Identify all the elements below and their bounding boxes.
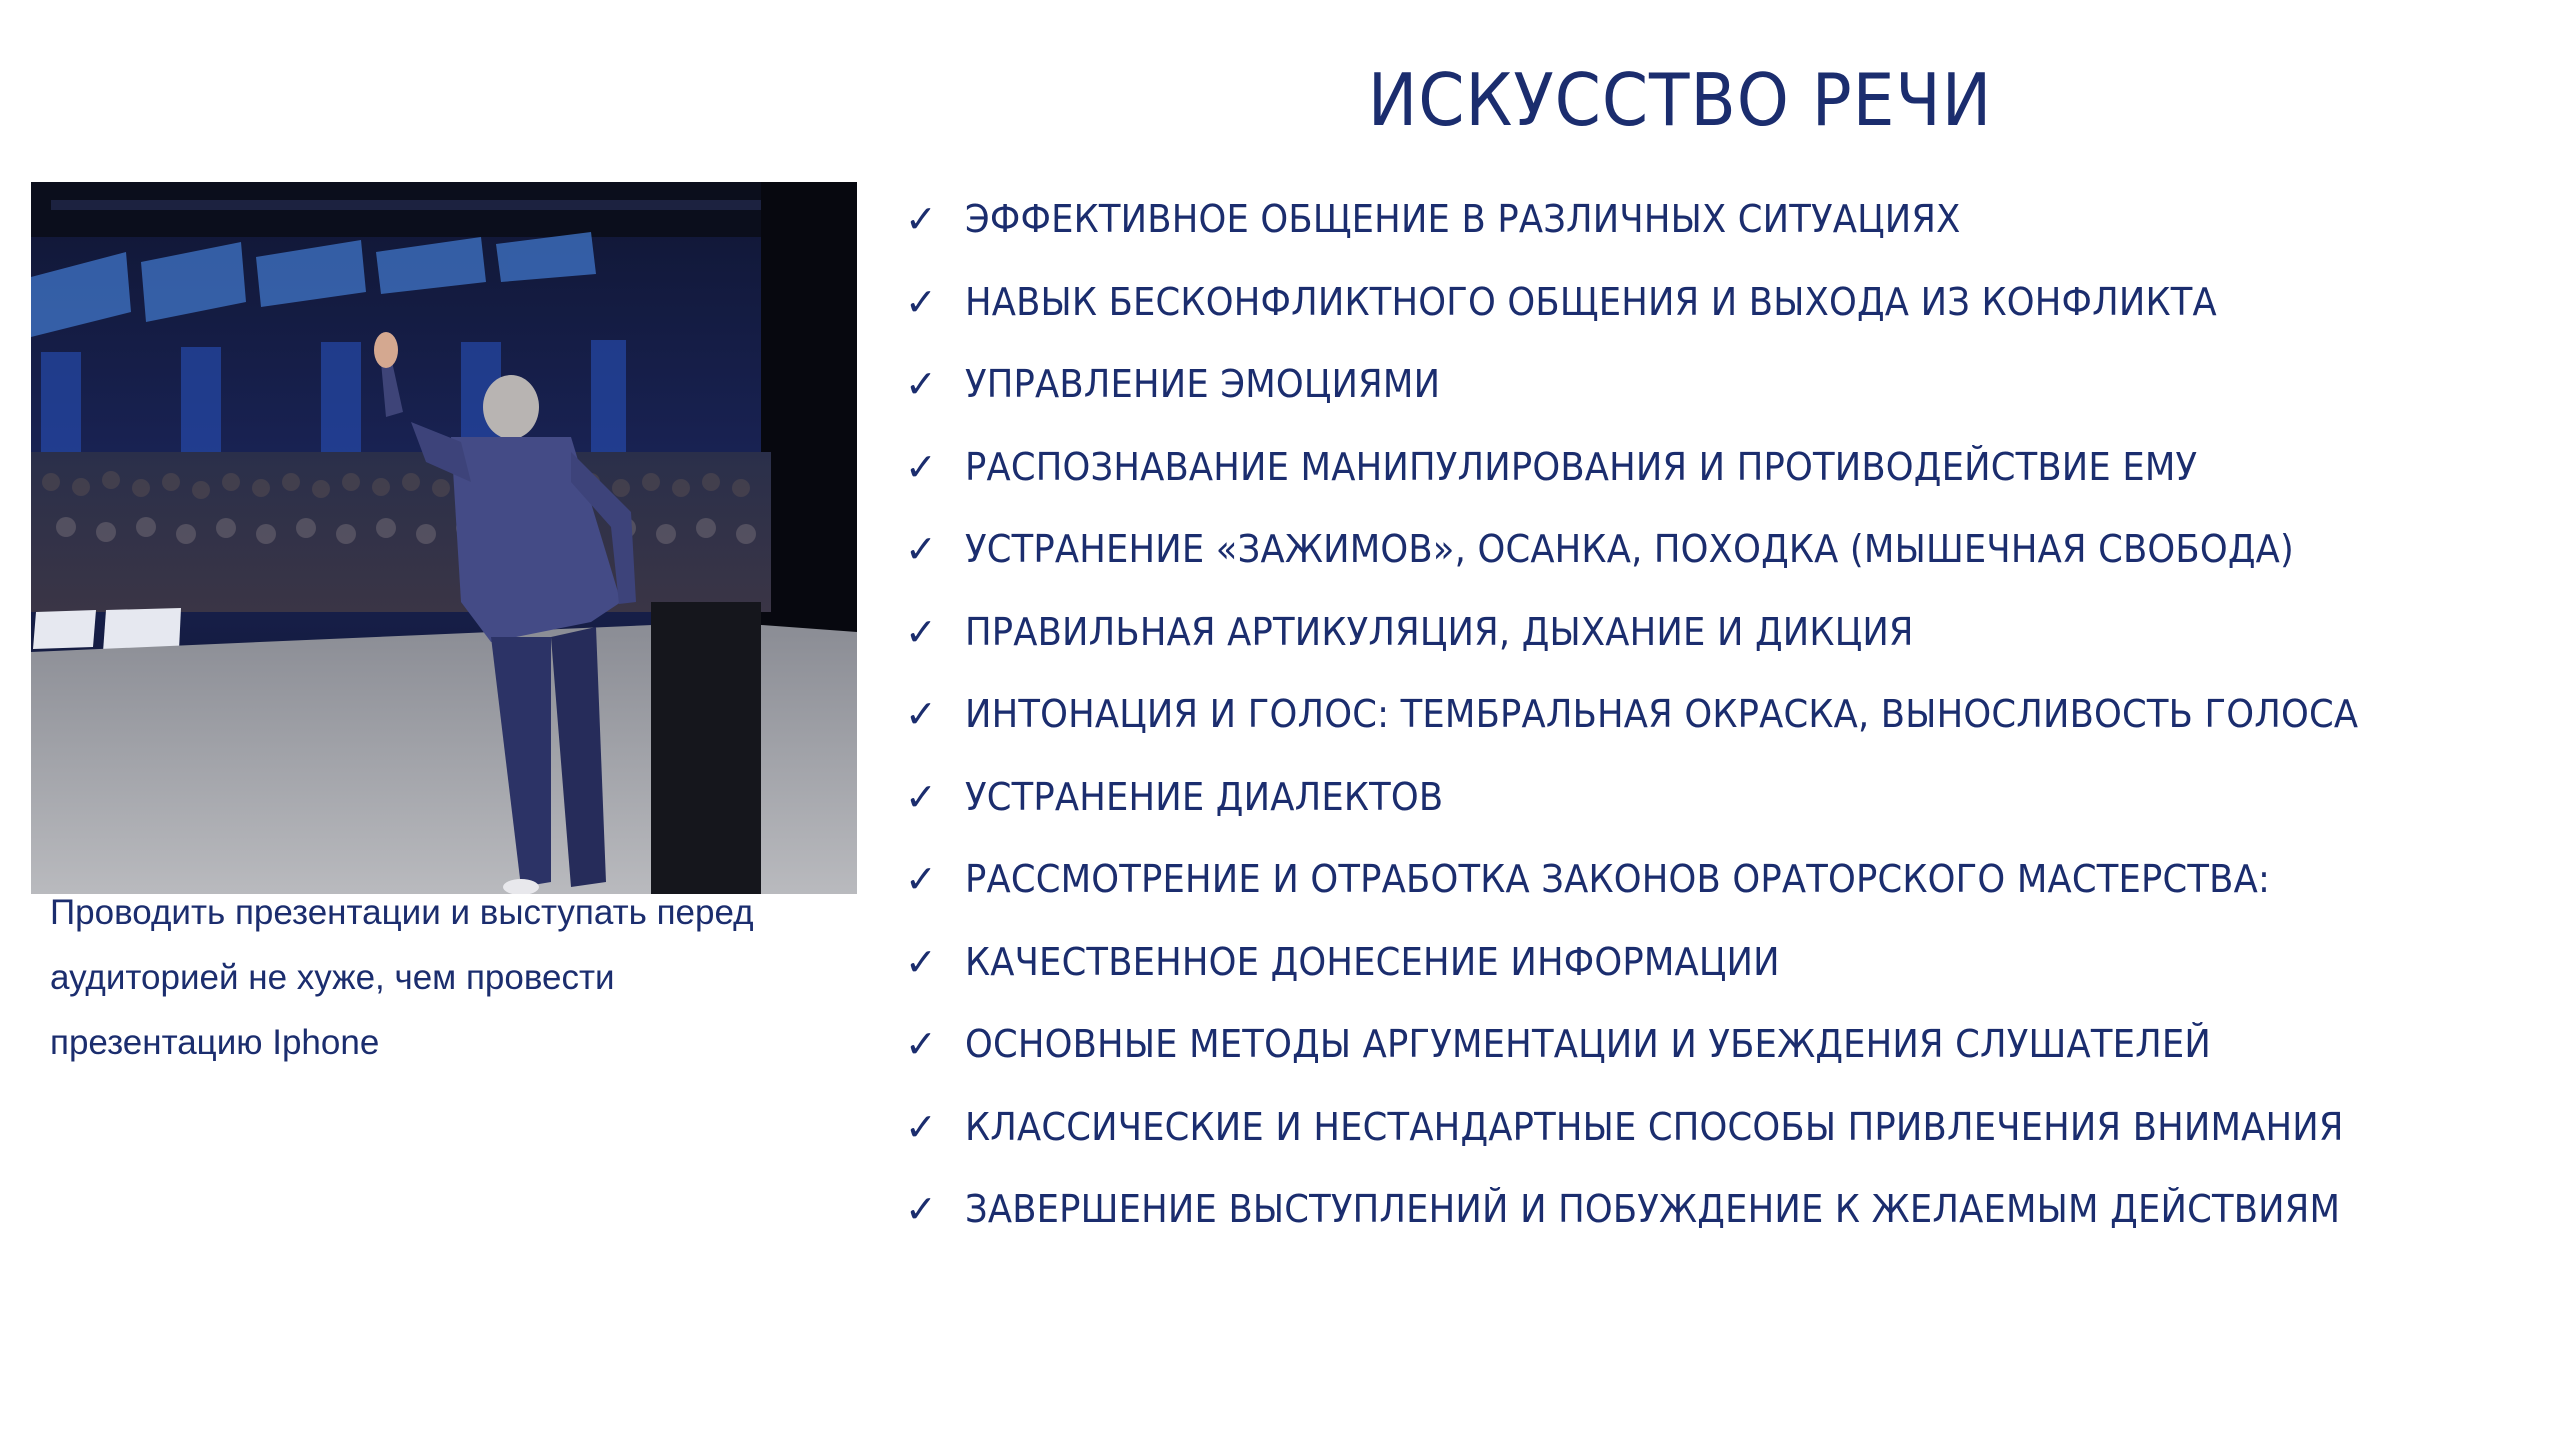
- checkmark-icon: ✓: [905, 1022, 937, 1067]
- list-item: [905, 426, 2525, 509]
- bullet-text: НАВЫК БЕСКОНФЛИКТНОГО ОБЩЕНИЯ И ВЫХОДА ИЗ КОНФЛИКТА: [965, 279, 2217, 324]
- checkmark-icon: ✓: [905, 1187, 937, 1232]
- list-item: [905, 508, 2525, 591]
- list-item: [905, 1168, 2525, 1251]
- bullet-text: УСТРАНЕНИЕ ДИАЛЕКТОВ: [965, 774, 1444, 819]
- bullet-text: ЗАВЕРШЕНИЕ ВЫСТУПЛЕНИЙ И ПОБУЖДЕНИЕ К ЖЕЛАЕМЫМ ДЕЙСТВИЯМ: [965, 1187, 2341, 1232]
- bullet-text: КАЧЕСТВЕННОЕ ДОНЕСЕНИЕ ИНФОРМАЦИИ: [965, 939, 1780, 984]
- list-item: [905, 838, 2525, 921]
- checkmark-icon: ✓: [905, 857, 937, 902]
- speaker-photo: [31, 182, 857, 894]
- list-item: [905, 178, 2525, 261]
- list-item: [905, 673, 2525, 756]
- bullet-text: ЭФФЕКТИВНОЕ ОБЩЕНИЕ В РАЗЛИЧНЫХ СИТУАЦИЯХ: [965, 197, 1961, 242]
- caption-line: Проводить презентации и выступать перед: [50, 893, 754, 932]
- list-item: [905, 756, 2525, 839]
- bullet-text: УСТРАНЕНИЕ «ЗАЖИМОВ», ОСАНКА, ПОХОДКА (МЫШЕЧНАЯ СВОБОДА): [965, 527, 2294, 572]
- checkmark-icon: ✓: [905, 444, 937, 489]
- bullet-text: РАСПОЗНАВАНИЕ МАНИПУЛИРОВАНИЯ И ПРОТИВОДЕЙСТВИЕ ЕМУ: [965, 444, 2198, 489]
- bullet-text: УПРАВЛЕНИЕ ЭМОЦИЯМИ: [965, 362, 1441, 407]
- slide-title: ИСКУССТВО РЕЧИ: [1367, 58, 1993, 142]
- list-item: [905, 1003, 2525, 1086]
- checkmark-icon: ✓: [905, 609, 937, 654]
- checkmark-icon: ✓: [905, 197, 937, 242]
- bullet-text: РАССМОТРЕНИЕ И ОТРАБОТКА ЗАКОНОВ ОРАТОРСКОГО МАСТЕРСТВА:: [965, 857, 2271, 902]
- photo-caption: [50, 880, 880, 1075]
- checkmark-icon: ✓: [905, 774, 937, 819]
- checkmark-icon: ✓: [905, 362, 937, 407]
- bullet-text: ИНТОНАЦИЯ И ГОЛОС: ТЕМБРАЛЬНАЯ ОКРАСКА, ВЫНОСЛИВОСТЬ ГОЛОСА: [965, 692, 2359, 737]
- bullet-list: [905, 178, 2525, 1251]
- caption-line: презентацию Iphone: [50, 1023, 380, 1062]
- bullet-text: ОСНОВНЫЕ МЕТОДЫ АРГУМЕНТАЦИИ И УБЕЖДЕНИЯ СЛУШАТЕЛЕЙ: [965, 1022, 2212, 1067]
- checkmark-icon: ✓: [905, 1104, 937, 1149]
- checkmark-icon: ✓: [905, 692, 937, 737]
- list-item: [905, 261, 2525, 344]
- caption-line: аудиторией не хуже, чем провести: [50, 958, 615, 997]
- list-item: [905, 921, 2525, 1004]
- bullet-text: ПРАВИЛЬНАЯ АРТИКУЛЯЦИЯ, ДЫХАНИЕ И ДИКЦИЯ: [965, 609, 1914, 654]
- list-item: [905, 343, 2525, 426]
- checkmark-icon: ✓: [905, 939, 937, 984]
- list-item: [905, 591, 2525, 674]
- checkmark-icon: ✓: [905, 279, 937, 324]
- list-item: [905, 1086, 2525, 1169]
- bullet-text: КЛАССИЧЕСКИЕ И НЕСТАНДАРТНЫЕ СПОСОБЫ ПРИВЛЕЧЕНИЯ ВНИМАНИЯ: [965, 1104, 2344, 1149]
- checkmark-icon: ✓: [905, 527, 937, 572]
